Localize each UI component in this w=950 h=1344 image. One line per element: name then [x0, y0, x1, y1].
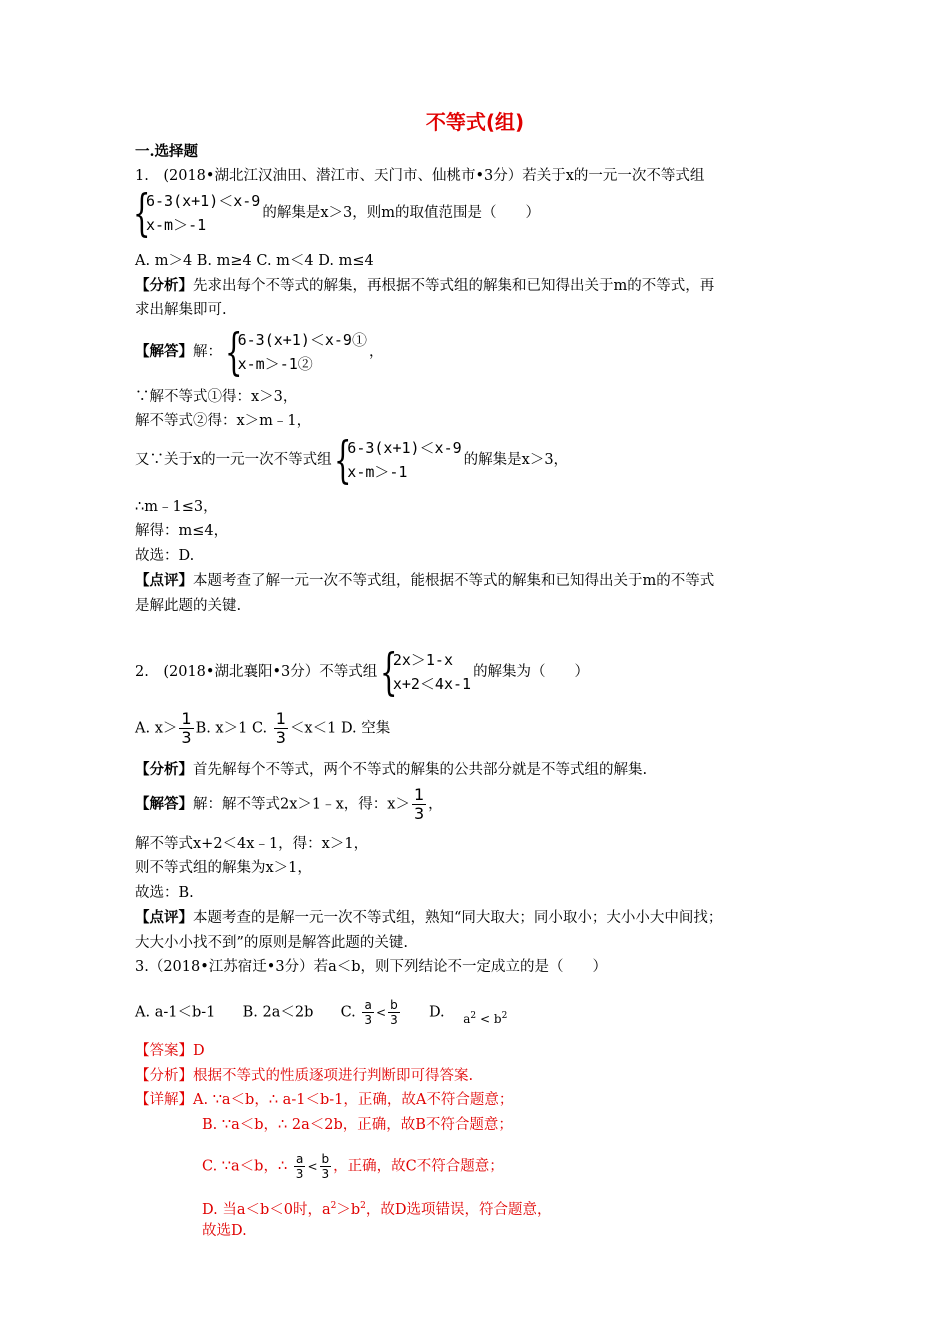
q3-detail-end: 故选D. [202, 1223, 247, 1239]
q3-detail-b: B. ∵a＜b，∴ 2a＜2b，正确，故B不符合题意； [202, 1117, 513, 1133]
q3-stem: 3.（2018•江苏宿迁•3分）若a＜b，则下列结论不一定成立的是（ ） [135, 959, 607, 975]
q1-options: A. m＞4 B. m≥4 C. m＜4 D. m≤4 [135, 253, 374, 269]
q3-detail-d: D. 当a＜b＜0时，$a^2>b^2$，故D选项错误，符合题意， [202, 1201, 552, 1218]
q1-comment-cont: 是解此题的关键. [135, 598, 242, 614]
q3-detail-c: C. ∵a＜b，∴ $\frac{a}{3}$ < $\frac{b}{3}$ ，正确，故C不符合题意； [202, 1152, 504, 1181]
q1-step: ∴m﹣1≤3， [135, 499, 218, 515]
q1-analysis: 【分析】先求出每个不等式的解集，再根据不等式组的解集和已知得出关于m的不等式，再 [135, 277, 715, 294]
q1-step: 解得：m≤4， [135, 523, 229, 539]
page-title: 不等式(组) [425, 110, 525, 134]
q1-step: 解不等式②得：x＞m﹣1， [135, 413, 312, 429]
q2-inequality-system: { 2x＞1-x x+2＜4x-1 [379, 643, 472, 701]
q2-step: 故选：B. [135, 885, 194, 901]
q2-step: 解不等式x+2＜4x﹣1，得：x＞1， [135, 836, 369, 852]
q1-inequality-system: { 6-3(x+1)＜x-9 x-m＞-1 [133, 184, 261, 242]
q2-comment-cont: 大大小小找不到”的原则是解答此题的关键. [135, 935, 409, 951]
q3-answer: 【答案】D [135, 1043, 205, 1059]
q1-step: ∵解不等式①得：x＞3， [135, 389, 298, 405]
q3-analysis: 【分析】根据不等式的性质逐项进行判断即可得答案. [135, 1068, 474, 1084]
q1-step: 故选：D. [135, 548, 195, 564]
q2-solution: 【解答】解：解不等式2x＞1﹣x，得：x＞ $\frac{1}{3}$ ， [135, 785, 443, 823]
q2-comment: 【点评】本题考查的是解一元一次不等式组，熟知“同大取大；同小取小；大小小大中间找； [135, 909, 723, 926]
q1-analysis-cont: 求出解集即可. [135, 302, 227, 318]
q1-comment: 【点评】本题考查了解一元一次不等式组，能根据不等式的解集和已知得出关于m的不等式 [135, 572, 715, 589]
q3-detail-a: 【详解】A. ∵a＜b，∴ a-1＜b-1，正确，故A不符合题意； [135, 1092, 514, 1108]
q1-system-line: { 6-3(x+1)＜x-9 x-m＞-1 的解集是x＞3，则m的取值范围是（ ） [133, 184, 540, 242]
q2-analysis: 【分析】首先解每个不等式，两个不等式的解集的公共部分就是不等式组的解集. [135, 761, 648, 778]
q1-step: 又∵关于x的一元一次不等式组 { 6-3(x+1)＜x-9 x-m＞-1 的解集是x＞3， [135, 431, 569, 489]
q2-step: 则不等式组的解集为x＞1， [135, 860, 312, 876]
q1-stem: 1. (2018•湖北江汉油田、潜江市、天门市、仙桃市•3分）若关于x的一元一次不等式组 [135, 168, 705, 184]
section-heading: 一.选择题 [135, 143, 199, 160]
q3-options: A. a-1＜b-1 B. 2a＜2b C. $\frac{a}{3}$ < $\frac{b}{3}$ D. $_{a^2 < b^2}$ [135, 998, 508, 1027]
q2-stem: 2. (2018•湖北襄阳•3分）不等式组 { 2x＞1-x x+2＜4x-1 的解集为（ ） [135, 643, 590, 701]
q2-options: A. x＞ $\frac{1}{3}$ B. x＞1 C. $\frac{1}{3}$ ＜x＜1 D. 空集 [135, 709, 391, 747]
q1-solution: 【解答】解： { 6-3(x+1)＜x-9① x-m＞-1② ， [135, 323, 384, 381]
